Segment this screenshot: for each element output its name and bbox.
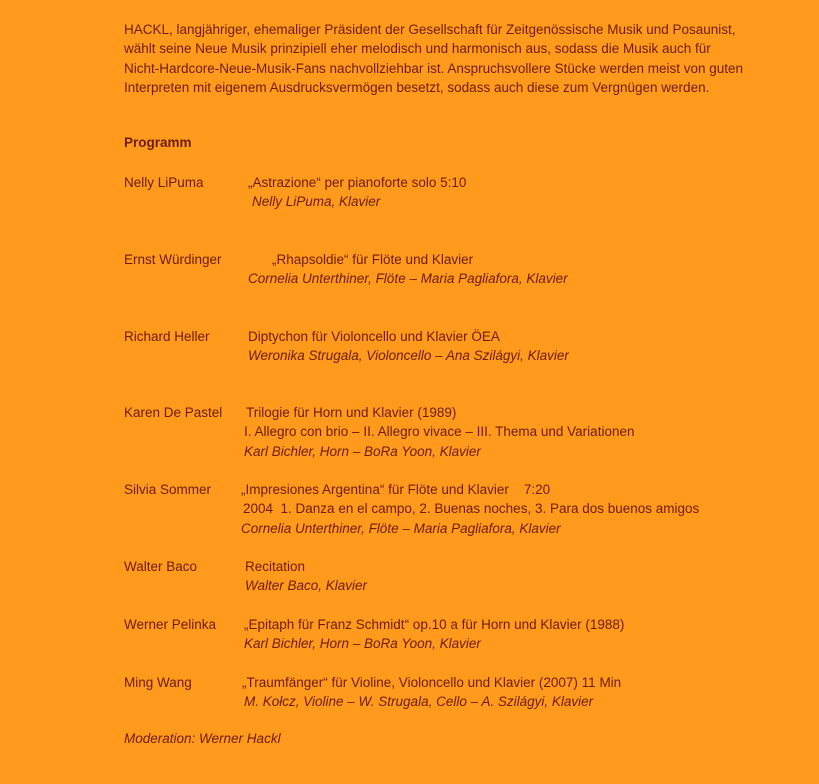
work-title: „Epitaph für Franz Schmidt“ op.10 a für Horn und Klavier (1988) [244,617,625,632]
intro-paragraph [124,20,804,97]
composer-name: Richard Heller [124,329,210,344]
work-title: „Traumfänger“ für Violine, Violoncello und Klavier (2007) 11 Min [242,675,622,690]
performers: Karl Bichler, Horn – BoRa Yoon, Klavier [244,636,481,652]
work-title: Trilogie für Horn und Klavier (1989) [246,405,457,420]
intro-line: Interpreten mit eigenem Ausdrucksvermögen besetzt, sodass auch diese zum Vergnügen werden. [124,79,710,95]
performers: Walter Baco, Klavier [245,578,368,594]
performers: Karl Bichler, Horn – BoRa Yoon, Klavier [244,443,481,459]
movements: I. Allegro con brio – II. Allegro vivace – III. Thema und Variationen [244,424,635,440]
intro-line: wählt seine Neue Musik prinzipiell eher melodisch und harmonisch aus, sodass die Musik auch für [124,41,711,57]
performers: Nelly LiPuma, Klavier [252,194,381,210]
performers: M. Kołcz, Violine – W. Strugala, Cello – A. Szilágyi, Klavier [244,694,594,710]
performers: Cornelia Unterthiner, Flöte – Maria Pagliafora, Klavier [248,271,568,287]
intro-line: Nicht-Hardcore-Neue-Musik-Fans nachvollziehbar ist. Anspruchsvollere Stücke werden meist von guten [124,60,744,76]
composer-name: Ernst Würdinger [124,252,222,267]
work-title: „Astrazione“ per pianoforte solo 5:10 [248,175,467,190]
work-title: „Rhapsoldie“ für Flöte und Klavier [272,252,474,267]
composer-name: Karen De Pastel [124,405,223,420]
program-heading: Programm [124,135,192,150]
work-title: „Impresiones Argentina“ für Flöte und Klavier 7:20 [241,482,551,497]
composer-name: Ming Wang [124,675,192,690]
composer-name: Nelly LiPuma [124,175,204,190]
composer-name: Walter Baco [124,559,198,574]
performers: Cornelia Unterthiner, Flöte – Maria Pagliafora, Klavier [241,520,561,536]
moderation-note: Moderation: Werner Hackl [124,731,281,746]
work-title: Recitation [245,559,306,574]
intro-line: HACKL, langjähriger, ehemaliger Präsident der Gesellschaft für Zeitgenössische Musik und Posaunist, [124,22,736,37]
composer-name: Silvia Sommer [124,482,212,497]
work-title: Diptychon für Violoncello und Klavier ÖEA [248,329,500,344]
movements: 2004 1. Danza en el campo, 2. Buenas noches, 3. Para dos buenos amigos [243,501,700,517]
performers: Weronika Strugala, Violoncello – Ana Szilágyi, Klavier [248,348,569,364]
composer-name: Werner Pelinka [124,617,217,632]
